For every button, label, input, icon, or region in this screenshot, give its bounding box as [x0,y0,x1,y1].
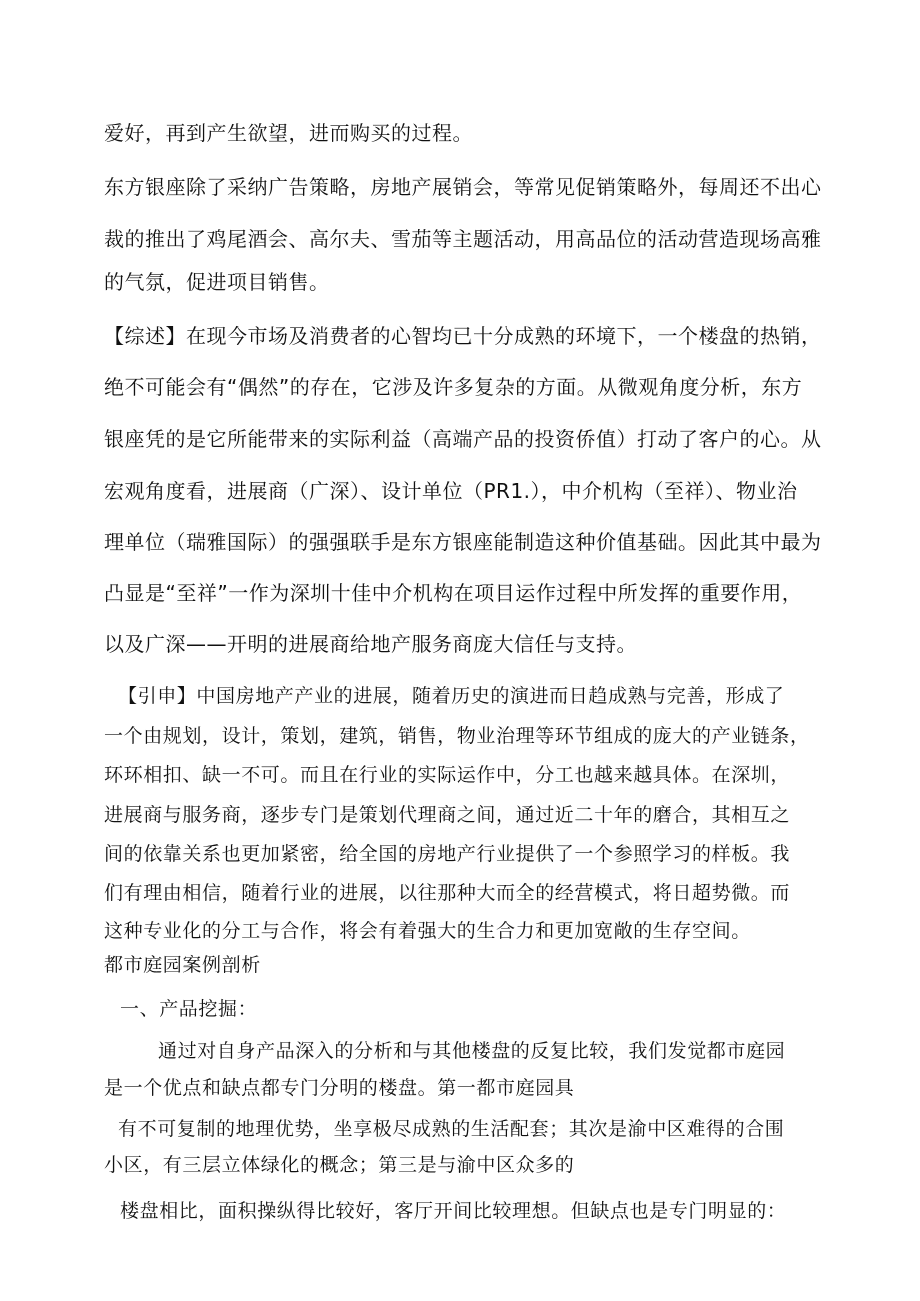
text-line: 一个由规划，设计，策划，建筑，销售，物业治理等环节组成的庞大的产业链条， [104,725,810,747]
text-line: 裁的推出了鸡尾酒会、高尔夫、雪茄等主题活动，用高品位的活动营造现场高雅 [104,227,822,251]
text-line: 是一个优点和缺点都专门分明的楼盘。第一都市庭园具 [104,1077,575,1099]
text-line: 爱好，再到产生欲望，进而购买的过程。 [104,121,473,145]
text-line: 以及广深——开明的进展商给地产服务商庞大信任与支持。 [104,632,637,656]
subsection-heading: 一、产品挖掘： [120,998,258,1020]
text-line: 环环相扣、缺一不可。而且在行业的实际运作中，分工也越来越具体。在深圳， [104,764,791,786]
text-line: 们有理由相信，随着行业的进展，以往那种大而全的经营模式，将日超势微。而 [104,882,791,904]
text-line: 宏观角度看，进展商（广深）、设计单位（PR1.），中介机构（至祥）、物业治 [104,479,798,503]
text-line: 银座凭的是它所能带来的实际利益（高端产品的投资侨值）打动了客户的心。从 [104,427,822,451]
text-line: 进展商与服务商，逐步专门是策划代理商之间，通过近二十年的磨合，其相互之 [104,804,791,826]
text-line: 楼盘相比，面积操纵得比较好，客厅开间比较理想。但缺点也是专门明显的： [120,1200,787,1222]
text-line: 通过对自身产品深入的分析和与其他楼盘的反复比较，我们发觉都市庭园 [158,1040,786,1062]
section-heading: 都市庭园案例剖析 [104,954,261,976]
text-line: 东方银座除了采纳广告策略，房地产展销会，等常见促销策略外，每周还不出心 [104,175,822,199]
text-line: 绝不可能会有“偶然”的存在，它涉及许多复杂的方面。从微观角度分析，东方 [104,375,803,399]
text-line: 间的依靠关系也更加紧密，给全国的房地产行业提供了一个参照学习的样板。我 [104,843,791,865]
text-line: 理单位（瑞雅国际）的强强联手是东方银座能制造这种价值基础。因此其中最为 [104,530,822,554]
text-line: 【引申】中国房地产产业的进展，随着历史的演进而日趋成熟与完善，形成了 [118,685,785,707]
text-line: 有不可复制的地理优势，坐享极尽成熟的生活配套；其次是渝中区难得的合围 [118,1118,785,1140]
text-line: 的气氛，促进项目销售。 [104,270,330,294]
text-line: 凸显是“至祥”一作为深圳十佳中介机构在项目运作过程中所发挥的重要作用， [104,581,803,605]
text-line: 这种专业化的分工与合作，将会有着强大的生合力和更加宽敞的生存空间。 [104,920,751,942]
text-line: 小区，有三层立体绿化的概念；第三是与渝中区众多的 [104,1154,575,1176]
text-line: 【综述】在现今市场及消费者的心智均已十分成熟的环境下，一个楼盘的热销， [104,324,822,348]
